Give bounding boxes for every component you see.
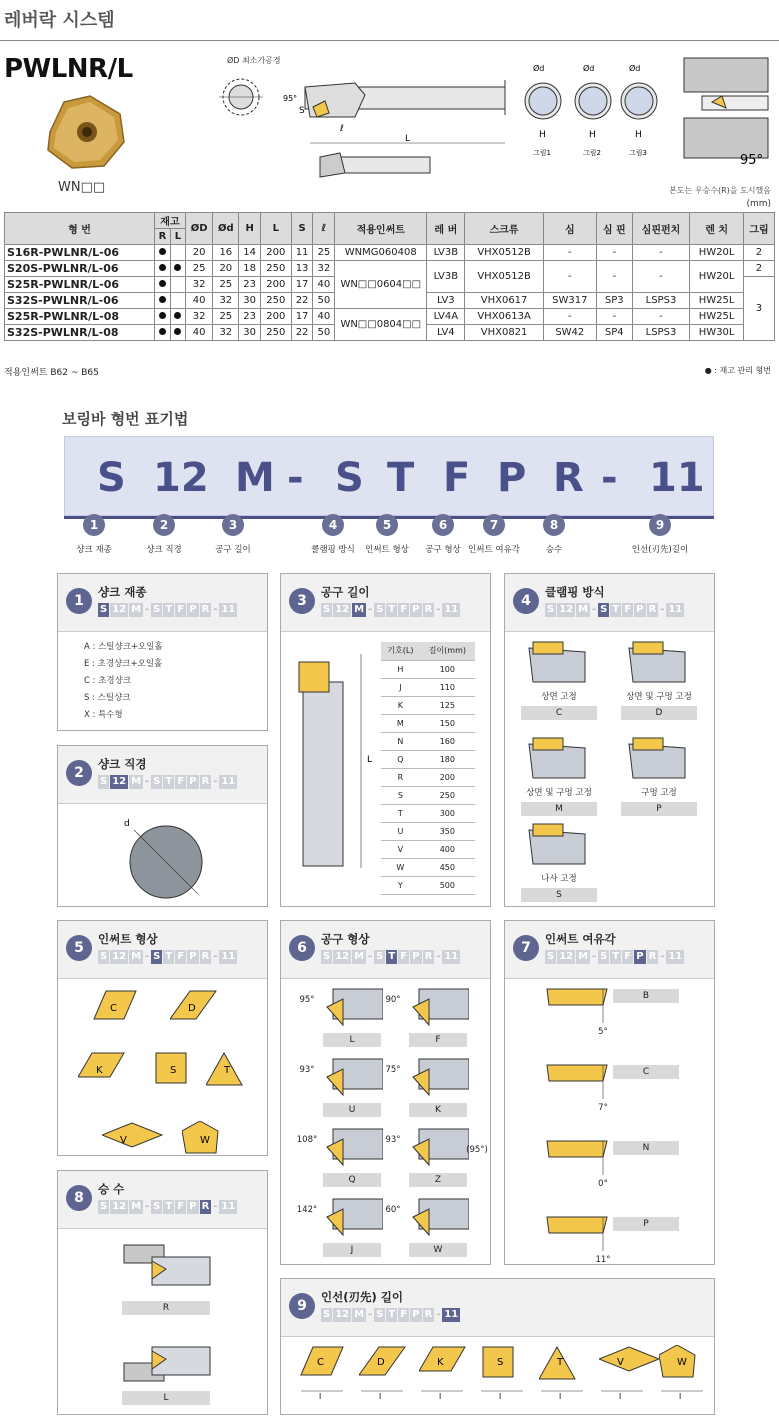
tool-shape-code: Z: [409, 1173, 467, 1187]
fig3-d: Ød: [629, 64, 641, 73]
svg-text:W: W: [677, 1357, 687, 1368]
angle-label: 108°: [296, 1135, 318, 1145]
panel-p9: 9 인선(刃先) 길이 S 12 M - S T F P R - 11 C l D l K l S l T l V l W l: [280, 1278, 715, 1415]
stock-dot: [174, 328, 181, 335]
designation-label: 공구 길이: [215, 545, 251, 555]
svg-text:C: C: [317, 1357, 324, 1368]
designation-label: 인써트 형상: [365, 545, 409, 555]
d-label: d: [124, 819, 130, 829]
tool-shape-code: K: [409, 1103, 467, 1117]
tool-shape-drawing: [319, 1195, 383, 1239]
footer-insert-ref: 적용인써트 B62 ~ B65: [4, 368, 99, 378]
designation-char: -: [601, 455, 618, 501]
hand-code: L: [122, 1391, 210, 1405]
shank-item: S : 스틸샹크: [84, 693, 131, 703]
edge-length-shape: [539, 1345, 599, 1401]
clearance-code: N: [613, 1141, 679, 1155]
svg-text:l: l: [379, 1392, 382, 1401]
designation-step: 6: [432, 514, 454, 536]
h-pn: 형 번: [5, 213, 155, 245]
divider: [0, 40, 779, 41]
stock-dot: [174, 264, 181, 271]
designation-band: [64, 436, 714, 516]
stock-dot: [159, 328, 166, 335]
svg-text:C: C: [110, 1003, 117, 1014]
table-row: W 450: [381, 858, 475, 876]
insert-shape: [182, 1121, 246, 1161]
panel-p1: 1 샹크 재종 S 12 M - S T F P R - 11 A : 스틸샹크+오일홀 E : 초경샹크+오일홀 C : 초경샹크 S : 스틸샹크 X : 특수형: [57, 573, 268, 731]
insert-shape: [102, 1121, 166, 1161]
designation-step: 4: [322, 514, 344, 536]
designation-label: 공구 형상: [425, 545, 461, 555]
designation-step: 7: [483, 514, 505, 536]
edge-length-shape: [599, 1345, 659, 1401]
panel-p8: 8 승 수 S 12 M - S T F P R - 11 R L: [57, 1170, 268, 1415]
insert-shape: [92, 989, 156, 1029]
angle-label: 93°: [299, 1065, 315, 1075]
fig2-label: 그림2: [583, 149, 601, 157]
clamp-label: 상면 및 구멍 고정: [526, 788, 592, 798]
table-row: S16R-PWLNR/L-06 20 16 14 200 11 25 WNMG060408 LV3B VHX0512B - - - HW20L 2: [5, 245, 775, 261]
insert-photo: [42, 92, 128, 172]
svg-text:S: S: [170, 1065, 177, 1076]
tool-shape-code: L: [323, 1033, 381, 1047]
tool-shape-code: W: [409, 1243, 467, 1257]
designation-label: 인써트 여유각: [468, 545, 520, 555]
tool-shape-code: J: [323, 1243, 381, 1257]
designation-label: 인선(刃先)길이: [631, 545, 689, 555]
panel-p6: 6 공구 형상 S 12 M - S T F P R - 11 95° L 90° F 93° U 75° K 108° Q 93° Z 142° J 60° W (95°): [280, 920, 491, 1265]
clamp-drawing: [625, 734, 691, 780]
clearance-code: B: [613, 989, 679, 1003]
panel-p4: 4 클램핑 방식 S 12 M - S T F P R - 11 상면 고정 C 상면 및 구멍 고정 D 상면 및 구멍 고정 M 구멍 고정 P 나사 고정 S: [504, 573, 715, 907]
shank-item: X : 특수형: [84, 710, 123, 720]
clamp-label: 구멍 고정: [641, 788, 677, 798]
stock-dot: [159, 296, 166, 303]
stock-dot: [174, 312, 181, 319]
h-L: L: [261, 213, 292, 245]
fig1-h: H: [539, 130, 546, 140]
angle-label: 60°: [385, 1205, 401, 1215]
l-label: L: [405, 134, 411, 144]
tool-shape-drawing: [319, 985, 383, 1029]
clearance-angle: 7°: [598, 1103, 608, 1113]
svg-text:S: S: [497, 1357, 504, 1368]
table-row: U 350: [381, 822, 475, 840]
h-insert: 적용인써트: [335, 213, 427, 245]
fig1-label: 그림1: [533, 149, 551, 157]
designation-step: 1: [83, 514, 105, 536]
tool-shape-code: F: [409, 1033, 467, 1047]
clamp-code: S: [521, 888, 597, 902]
h-shim: 심: [543, 213, 596, 245]
h-H: H: [239, 213, 261, 245]
table-row: M 150: [381, 714, 475, 732]
clamp-label: 나사 고정: [541, 874, 577, 884]
svg-text:l: l: [559, 1392, 562, 1401]
h-od: Ød: [213, 213, 239, 245]
panel-p2: 2 샹크 직경 S 12 M - S T F P R - 11 d: [57, 745, 268, 907]
h-l: L: [170, 229, 185, 245]
tool-shape-drawing: [319, 1125, 383, 1169]
svg-text:K: K: [437, 1357, 444, 1368]
designation-char: R: [553, 455, 584, 501]
table-row: V 400: [381, 840, 475, 858]
tool-shape-drawing: [405, 1125, 469, 1169]
table-row: T 300: [381, 804, 475, 822]
hand-drawing: [122, 1333, 214, 1385]
svg-text:V: V: [617, 1357, 624, 1368]
svg-text:D: D: [188, 1003, 196, 1014]
insert-shape: [170, 989, 234, 1029]
svg-text:D: D: [377, 1357, 385, 1368]
tool-shape-code: Q: [323, 1173, 381, 1187]
svg-text:T: T: [557, 1357, 564, 1368]
edge-length-shape: [359, 1345, 419, 1401]
clearance-angle: 5°: [598, 1027, 608, 1037]
clamp-drawing: [525, 638, 591, 684]
svg-text:l: l: [619, 1392, 622, 1401]
svg-text:T: T: [224, 1065, 231, 1076]
svg-text:l: l: [319, 1392, 322, 1401]
drawing-note: 본도는 우승수(R)을 도시했음: [669, 186, 771, 195]
shank-item: C : 초경샹크: [84, 676, 132, 686]
designation-title: 보링바 형번 표기법: [62, 410, 189, 428]
clamp-code: C: [521, 706, 597, 720]
clamp-code: M: [521, 802, 597, 816]
table-row: S25R-PWLNR/L-06 32 25 23 200 17 40 3: [5, 277, 775, 293]
table-row: H 100: [381, 660, 475, 678]
fig3-h: H: [635, 130, 642, 140]
od-label: ØD 최소가공경: [227, 56, 281, 65]
designation-char: -: [287, 455, 304, 501]
clamp-code: P: [621, 802, 697, 816]
model-title: PWLNR/L: [4, 54, 133, 84]
edge-length-shape: [479, 1345, 539, 1401]
length-table: 기호(L) 길이(mm) H 100 J 110 K 125 M 150 N 160 Q 180 R 200 S 250 T 300 U 350 V 400 W 450 Y 500: [381, 642, 475, 895]
edge-length-shape: [299, 1345, 359, 1401]
unit-label: (mm): [746, 199, 771, 209]
h-r: R: [155, 229, 171, 245]
footer-stock-note: ● : 재고 관리 형번: [704, 366, 771, 375]
tool-drawing: [215, 55, 675, 190]
insert-shape: [206, 1051, 270, 1091]
angle-label: 90°: [385, 995, 401, 1005]
clamp-label: 상면 및 구멍 고정: [626, 692, 692, 702]
designation-char: S: [97, 455, 126, 501]
z-alt-angle: (95°): [466, 1145, 488, 1155]
h-punch: 심핀펀치: [632, 213, 690, 245]
designation-step: 5: [376, 514, 398, 536]
svg-text:W: W: [200, 1135, 210, 1146]
angle-label: 95°: [283, 94, 298, 103]
svg-text:l: l: [439, 1392, 442, 1401]
h-wrench: 렌 치: [690, 213, 744, 245]
panel-p7: 7 인써트 여유각 S 12 M - S T F P R - 11 5° B 7° C 0° N 11° P: [504, 920, 715, 1265]
tool-shape-code: U: [323, 1103, 381, 1117]
hand-code: R: [122, 1301, 210, 1315]
table-row: S 250: [381, 786, 475, 804]
angle-label: 93°: [385, 1135, 401, 1145]
h-lever: 레 버: [427, 213, 465, 245]
shank-item: E : 초경샹크+오일홀: [84, 659, 163, 669]
s-label: S: [299, 106, 305, 116]
table-row: R 200: [381, 768, 475, 786]
svg-text:l: l: [679, 1392, 682, 1401]
angle-label: 142°: [296, 1205, 318, 1215]
table-row: S32S-PWLNR/L-08 40 32 30 250 22 50 LV4 VHX0821 SW42 SP4 LSPS3 HW30L: [5, 325, 775, 341]
h-pin: 심 핀: [596, 213, 632, 245]
h-screw: 스크류: [465, 213, 543, 245]
designation-label: 샹크 재종: [76, 545, 112, 555]
fig2-h: H: [589, 130, 596, 140]
designation-step: 9: [649, 514, 671, 536]
h-S: S: [291, 213, 313, 245]
designation-label: 클램핑 방식: [311, 545, 355, 555]
hand-drawing: [122, 1243, 214, 1295]
shank-item: A : 스틸샹크+오일홀: [84, 642, 163, 652]
stock-dot: [159, 248, 166, 255]
clamp-drawing: [525, 734, 591, 780]
insert-label: WN□□: [58, 180, 106, 195]
stock-dot: [159, 312, 166, 319]
designation-char: 11: [649, 455, 705, 501]
designation-char: F: [443, 455, 471, 501]
h-ell: ℓ: [313, 213, 335, 245]
p3-l-label: L: [367, 755, 373, 765]
clearance-code: C: [613, 1065, 679, 1079]
tool-shape-drawing: [319, 1055, 383, 1099]
clamp-code: D: [621, 706, 697, 720]
edge-length-shape: [419, 1345, 479, 1401]
tool-shape-drawing: [405, 1055, 469, 1099]
angle-label: 95°: [299, 995, 315, 1005]
designation-step: 8: [543, 514, 565, 536]
designation-char: 12: [153, 455, 209, 501]
designation-label: 샹크 직경: [146, 545, 182, 555]
fig1-d: Ød: [533, 64, 545, 73]
tool-shape-drawing: [405, 985, 469, 1029]
designation-step: 2: [153, 514, 175, 536]
clearance-angle: 0°: [598, 1179, 608, 1189]
fig3-label: 그림3: [629, 149, 647, 157]
designation-char: S: [335, 455, 364, 501]
table-row: S20S-PWLNR/L-06 25 20 18 250 13 32 WN□□0604□□ LV3B VHX0512B - - - HW20L 2: [5, 261, 775, 277]
svg-text:K: K: [96, 1065, 103, 1076]
clamp-drawing: [525, 820, 591, 866]
tool-length-drawing: [293, 642, 383, 872]
clearance-angle: 11°: [595, 1255, 611, 1265]
edge-length-shape: [659, 1345, 719, 1401]
designation-step: 3: [222, 514, 244, 536]
table-row: K 125: [381, 696, 475, 714]
angle-label: 75°: [385, 1065, 401, 1075]
svg-text:l: l: [499, 1392, 502, 1401]
bore-diagram: [682, 56, 772, 168]
clamp-label: 상면 고정: [541, 692, 577, 702]
designation-char: M: [235, 455, 275, 501]
table-row: N 160: [381, 732, 475, 750]
h-fig: 그림: [743, 213, 774, 245]
tool-shape-drawing: [405, 1195, 469, 1239]
svg-text:V: V: [120, 1135, 127, 1146]
table-row: S25R-PWLNR/L-08 32 25 23 200 17 40 WN□□0804□□ LV4A VHX0613A - - - HW25L: [5, 309, 775, 325]
designation-label: 승수: [545, 545, 563, 555]
stock-dot: [159, 264, 166, 271]
panel-p5: 5 인써트 형상 S 12 M - S T F P R - 11 C D K S T V W: [57, 920, 268, 1156]
table-row: Y 500: [381, 876, 475, 894]
ell-label: ℓ: [340, 124, 344, 134]
h-stock: 재고: [155, 213, 186, 229]
fig2-d: Ød: [583, 64, 595, 73]
table-row: S32S-PWLNR/L-06 40 32 30 250 22 50 LV3 VHX0617 SW317 SP3 LSPS3 HW25L: [5, 293, 775, 309]
clearance-code: P: [613, 1217, 679, 1231]
designation-char: P: [497, 455, 527, 501]
h-OD: ØD: [185, 213, 212, 245]
shank-diameter-drawing: [94, 810, 234, 906]
table-row: Q 180: [381, 750, 475, 768]
clamp-drawing: [625, 638, 691, 684]
angle2-label: 95°: [740, 153, 764, 168]
spec-table: [4, 212, 775, 341]
panel-p3: 3 공구 길이 S 12 M - S T F P R - 11 L 기호(L) 길이(mm) H 100 J 110 K 125 M 150 N 160 Q 180 R 200 S 250 T 300 U 350 V 400 W 450 Y 500: [280, 573, 491, 907]
stock-dot: [159, 280, 166, 287]
insert-shape: [78, 1051, 142, 1091]
system-title: 레버락 시스템: [4, 10, 115, 31]
table-row: J 110: [381, 678, 475, 696]
designation-char: T: [387, 455, 415, 501]
